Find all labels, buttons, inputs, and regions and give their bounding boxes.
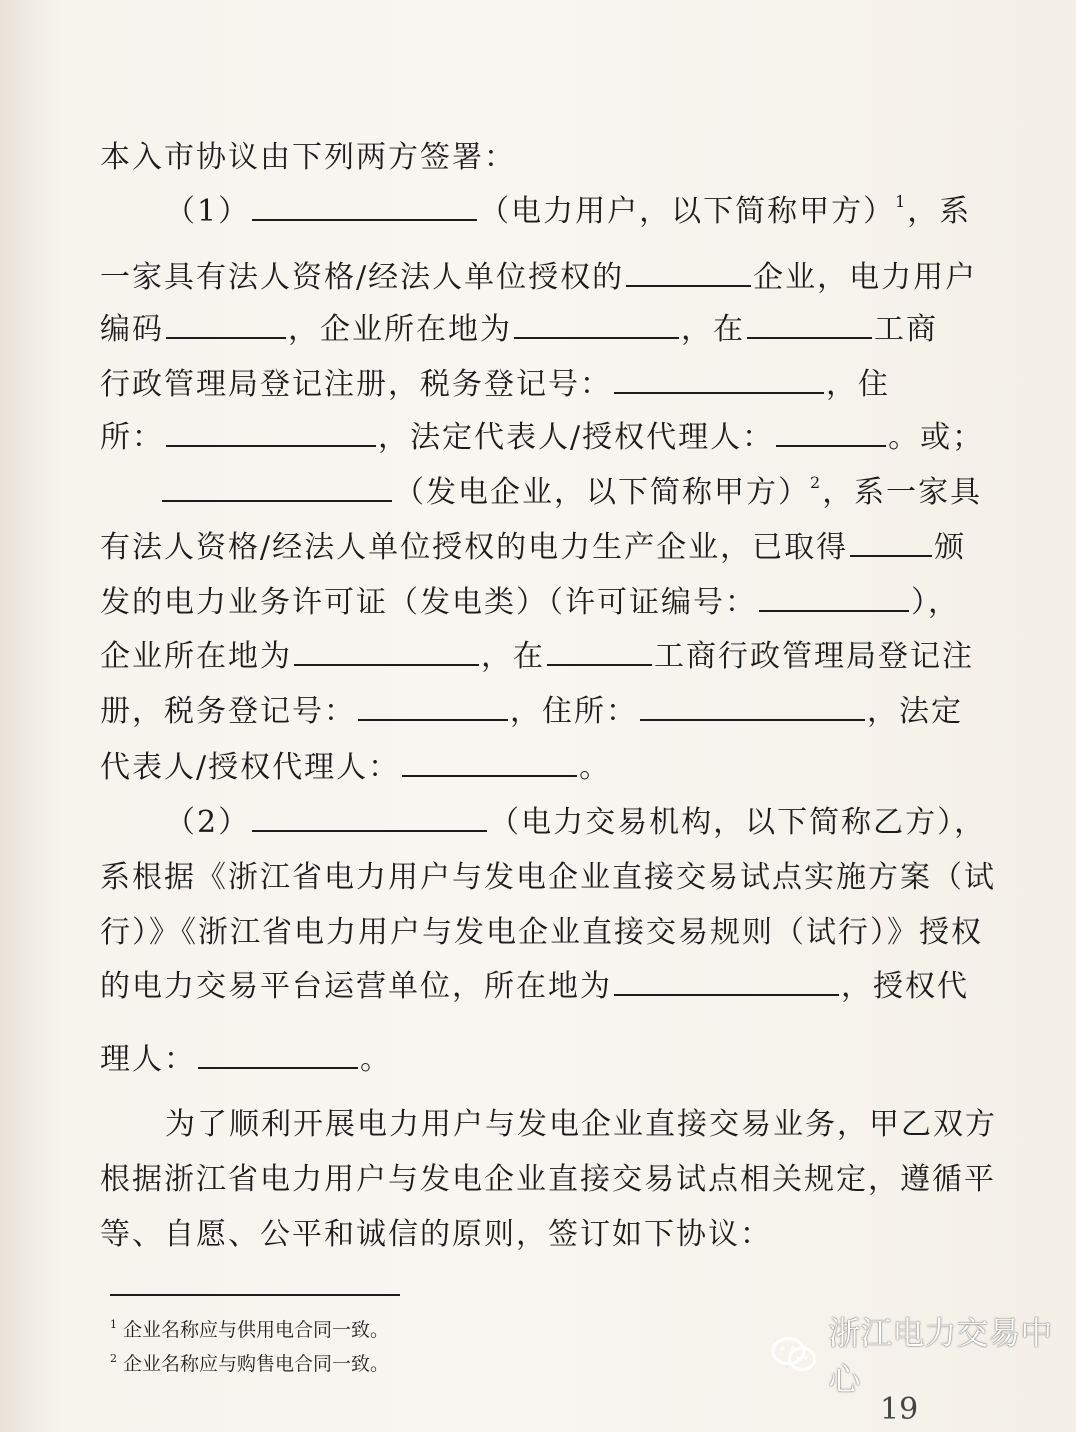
footnote-1 (110, 1318, 389, 1342)
party-a-line-1 (165, 192, 972, 232)
text: ，法定代表人/授权代理人： (378, 420, 775, 455)
blank-field (252, 804, 487, 832)
footnote-divider (110, 1294, 400, 1296)
text: ，系 (907, 194, 972, 229)
blank-field (402, 749, 577, 777)
footnote-ref: 1 (895, 192, 908, 211)
blank-field (626, 259, 751, 287)
text: ，企业所在地为 (288, 312, 512, 347)
text: 发的电力业务许可证（发电类）（许可证编号： (100, 585, 757, 620)
party-a-line-2 (100, 258, 978, 298)
page-number: 19 (880, 1392, 919, 1427)
blank-field (614, 968, 839, 996)
text: （1） (165, 194, 251, 229)
text: （电力用户，以下简称甲方） (479, 194, 896, 229)
party-a-alt-line-4 (100, 637, 974, 677)
footnote-mark: 1 (110, 1318, 117, 1331)
footnote-text: 企业名称应与购售电合同一致。 (123, 1353, 390, 1375)
blank-field (640, 693, 865, 721)
blank-field (776, 419, 886, 447)
text: 有法人资格/经法人单位授权的电力生产企业，已取得 (100, 530, 849, 565)
text: 一家具有法人资格/经法人单位授权的 (100, 260, 625, 295)
blank-field (166, 419, 376, 447)
blank-field (614, 366, 824, 394)
text: 企业，电力用户 (753, 260, 978, 295)
text: 册，税务登记号： (100, 694, 356, 729)
text: 颁 (934, 530, 967, 565)
purpose-line-3 (100, 1215, 960, 1255)
text: ，系一家具 (822, 475, 983, 510)
party-b-line-4 (100, 967, 969, 1007)
party-a-alt-line-2 (100, 528, 967, 568)
text: 的电力交易平台运营单位，所在地为 (100, 969, 612, 1004)
text: 系根据《浙江省电力用户与发电企业直接交易试点实施方案（试 (100, 860, 996, 895)
intro-line (100, 138, 960, 178)
text: ，住 (826, 367, 890, 402)
text: 工商 (874, 312, 938, 347)
text: 等、自愿、公平和诚信的原则，签订如下协议： (100, 1217, 772, 1252)
text: 。 (360, 1042, 392, 1077)
purpose-line-2 (100, 1160, 996, 1200)
wechat-icon (770, 1334, 818, 1374)
party-a-alt-line-5 (100, 692, 963, 732)
blank-field (162, 474, 392, 502)
party-a-alt-line-6 (100, 748, 960, 788)
party-a-alt-line-1 (160, 473, 983, 513)
blank-field (294, 638, 479, 666)
party-b-line-2 (100, 858, 996, 898)
text: ，授权代 (841, 969, 969, 1004)
text: 行政管理局登记注册，税务登记号： (100, 367, 612, 402)
blank-field (547, 638, 652, 666)
text: ，法定 (867, 694, 963, 729)
party-a-line-5 (100, 418, 985, 458)
text: 所： (100, 420, 164, 455)
watermark-text: 浙江电力交易中心 (828, 1314, 1053, 1398)
text: （电力交易机构，以下简称乙方）， (489, 805, 987, 840)
party-b-line-3 (100, 913, 983, 953)
party-a-line-4 (100, 365, 960, 405)
blank-field (252, 193, 477, 221)
text: 企业所在地为 (100, 639, 292, 674)
party-a-alt-line-3 (100, 583, 960, 623)
text: 工商行政管理局登记注 (654, 639, 974, 674)
purpose-line-1 (165, 1105, 997, 1145)
watermark (770, 1314, 1076, 1398)
party-a-line-3 (100, 310, 960, 350)
party-b-line-5 (100, 1040, 960, 1080)
footnote-mark: 2 (110, 1352, 117, 1365)
text: 代表人/授权代理人： (100, 750, 401, 785)
text: ，住所： (510, 694, 638, 729)
party-b-line-1 (165, 803, 987, 843)
text: 本入市协议由下列两方签署： (100, 140, 516, 175)
text: 根据浙江省电力用户与发电企业直接交易试点相关规定，遵循平 (100, 1162, 996, 1197)
text: ，在 (481, 639, 545, 674)
blank-field (198, 1041, 358, 1069)
text: 。或； (888, 420, 985, 455)
text: （2） (165, 805, 251, 840)
blank-field (759, 584, 909, 612)
blank-field (850, 529, 932, 557)
blank-field (514, 311, 679, 339)
blank-field (166, 311, 286, 339)
text: ，在 (681, 312, 745, 347)
text: 编码 (100, 312, 164, 347)
footnote-text: 企业名称应与供用电合同一致。 (123, 1319, 390, 1341)
footnote-2 (110, 1352, 389, 1376)
text: ）， (911, 585, 960, 620)
footnote-ref: 2 (810, 473, 823, 492)
text: 行）》《浙江省电力用户与发电企业直接交易规则（试行）》授权 (100, 915, 983, 950)
text: 理人： (100, 1042, 196, 1077)
text: （发电企业，以下简称甲方） (394, 475, 810, 510)
blank-field (358, 693, 508, 721)
blank-field (747, 311, 872, 339)
text: 。 (579, 750, 612, 785)
text: 为了顺利开展电力用户与发电企业直接交易业务，甲乙双方 (165, 1107, 997, 1142)
